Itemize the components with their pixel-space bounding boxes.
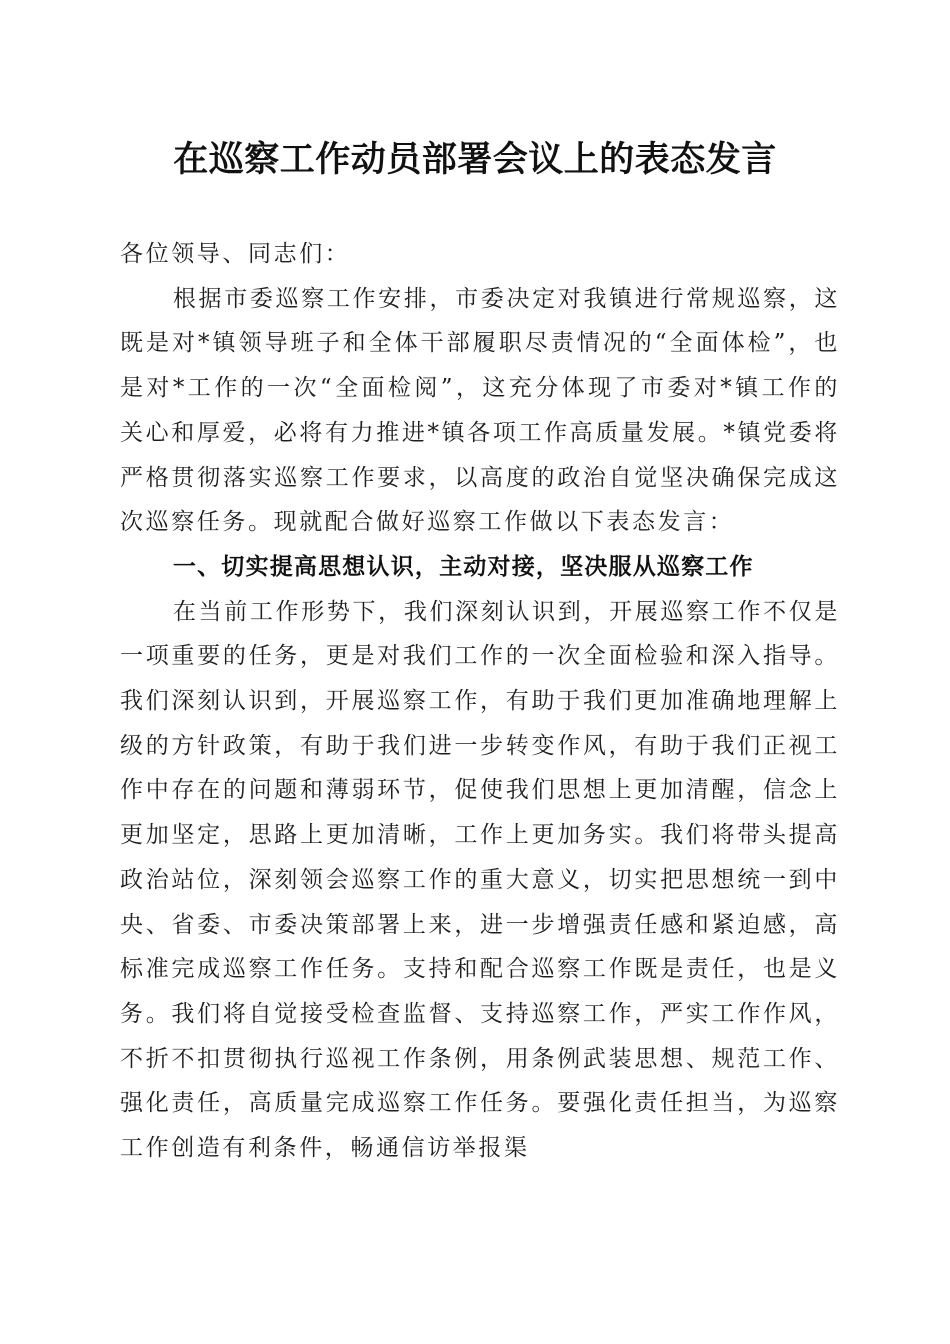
document-body (120, 232, 840, 1171)
salutation: 各位领导、同志们： (120, 241, 351, 267)
document-title: 在巡察工作动员部署会议上的表态发言 (173, 139, 777, 180)
section-heading: 一、切实提高思想认识，主动对接，坚决服从巡察工作 (172, 553, 754, 580)
section-paragraph: 在当前工作形势下，我们深刻认识到，开展巡察工作不仅是一项重要的任务，更是对我们工作的一次全面检验和深入指导。我们深刻认识到，开展巡察工作，有助于我们更加准确地理解上级的方针政策，有助于我们进一步转变作风，有助于我们正视工作中存在的问题和薄弱环节，促使我们思想上更加清醒，信念上更加坚定，思路上更加清晰，工作上更加务实。我们将带头提高政治站位，深刻领会巡察工作的重大意义，切实把思想统一到中央、省委、市委决策部署上来，进一步增强责任感和紧迫感，高标准完成巡察工作任务。支持和配合巡察工作既是责任，也是义务。我们将自觉接受检查监督、支持巡察工作，严实工作作风，不折不扣贯彻执行巡视工作条例，用条例武装思想、规范工作、强化责任，高质量完成巡察工作任务。要强化责任担当，为巡察工作创造有利条件，畅通信访举报渠 (120, 598, 840, 1162)
intro-paragraph: 根据市委巡察工作安排，市委决定对我镇进行常规巡察，这既是对*镇领导班子和全体干部履职尽责情况的“全面体检”，也是对*工作的一次“全面检阅”，这充分体现了市委对*镇工作的关心和厚爱，必将有力推进*镇各项工作高质量发展。*镇党委将严格贯彻落实巡察工作要求，以高度的政治自觉坚决确保完成这次巡察任务。现就配合做好巡察工作做以下表态发言： (120, 285, 840, 536)
